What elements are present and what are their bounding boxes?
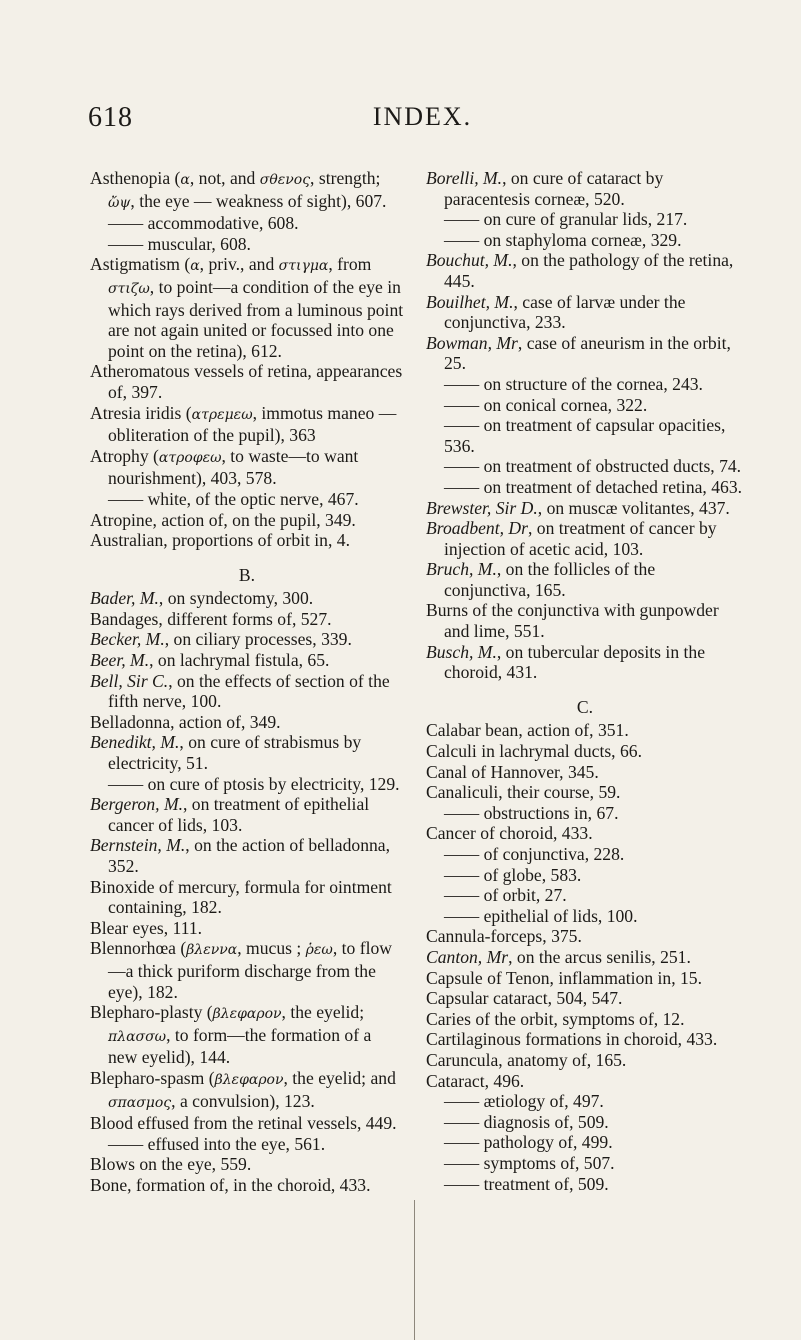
index-subentry — [90, 489, 404, 510]
entry-text: , from — [328, 254, 372, 275]
entry-text: , on treatment of epithelial cancer of lids, 103. — [108, 794, 370, 835]
greek-etymology: βλεφαρον — [212, 1006, 282, 1023]
greek-etymology: πλασσω — [108, 1028, 167, 1045]
entry-text: —— on structure of the cornea, 243. — [444, 373, 703, 394]
entry-text: , to form—the formation of a new eyelid), 144. — [108, 1024, 372, 1068]
index-subentry — [90, 234, 404, 255]
entry-text: , on cure of strabismus by electricity, 51. — [108, 732, 362, 774]
entry-text: —— symptoms of, 507. — [444, 1152, 615, 1173]
entry-text: , priv., and — [199, 254, 279, 275]
left-column — [90, 168, 404, 1196]
entry-text: —— treatment of, 509. — [444, 1173, 609, 1194]
author-name: Bergeron, M. — [90, 794, 183, 815]
column-rule — [414, 1200, 415, 1340]
index-subentry — [90, 213, 404, 234]
entry-text: , on the action of belladonna, 352. — [108, 835, 390, 876]
running-title: INDEX. — [372, 102, 473, 131]
entry-text: —— on staphyloma corneæ, 329. — [444, 229, 682, 250]
greek-etymology: ῥεω — [305, 942, 333, 959]
entry-text: —— on conical cornea, 322. — [444, 394, 648, 415]
section-letter — [426, 697, 744, 718]
index-entry — [90, 403, 404, 446]
index-subentry — [426, 209, 744, 230]
index-entry — [426, 741, 744, 762]
author-name: Broadbent, Dr — [426, 518, 528, 539]
entry-text: Belladonna, action of, 349. — [90, 711, 281, 732]
index-entry — [90, 588, 404, 609]
entry-text: , case of larvæ under the conjunctiva, 233. — [444, 291, 686, 333]
entry-text: —— obstructions in, 67. — [444, 802, 619, 823]
entry-text: Blows on the eye, 559. — [90, 1154, 252, 1175]
entry-text: , to flow—a thick puriform discharge from the eye), 182. — [108, 938, 392, 1002]
index-subentry — [426, 1174, 744, 1195]
author-name: Bowman, Mr — [426, 332, 518, 353]
entry-text: Australian, proportions of orbit in, 4. — [90, 530, 350, 551]
author-name: Bruch, M. — [426, 559, 497, 580]
author-name: Borelli, M. — [426, 168, 503, 188]
entry-text: , immotus maneo —obliteration of the pupil), 363 — [108, 402, 397, 446]
entry-text: , case of aneurism in the orbit, 25. — [444, 332, 731, 374]
entry-text: Cancer of choroid, 433. — [426, 823, 593, 844]
greek-etymology: α — [190, 258, 200, 275]
index-subentry — [426, 1112, 744, 1133]
entry-text: Caries of the orbit, symptoms of, 12. — [426, 1008, 685, 1029]
greek-etymology: βλεφαρον — [214, 1071, 284, 1088]
index-entry — [90, 918, 404, 939]
entry-text: Atheromatous vessels of retina, appearances of, 397. — [90, 361, 403, 402]
entry-text: Capsule of Tenon, inflammation in, 15. — [426, 967, 702, 988]
index-entry — [90, 671, 404, 712]
entry-text: Blepharo-spasm ( — [90, 1067, 215, 1088]
entry-text: , on tubercular deposits in the choroid, 431. — [444, 641, 706, 683]
index-entry — [426, 498, 744, 519]
author-name: Becker, M. — [90, 629, 165, 650]
author-name: Brewster, Sir D. — [426, 497, 538, 518]
index-subentry — [90, 774, 404, 795]
greek-etymology: α — [180, 172, 190, 188]
index-subentry — [426, 456, 744, 477]
entry-text: —— on cure of ptosis by electricity, 129. — [108, 773, 400, 794]
entry-text: —— of globe, 583. — [444, 864, 582, 885]
entry-text: —— on treatment of detached retina, 463. — [444, 476, 743, 497]
index-subentry — [426, 906, 744, 927]
entry-text: , strength; — [310, 168, 381, 188]
index-entry — [426, 168, 744, 209]
index-subentry — [426, 374, 744, 395]
entry-text: Cannula-forceps, 375. — [426, 926, 582, 947]
index-entry — [426, 926, 744, 947]
entry-text: —— effused into the eye, 561. — [108, 1133, 326, 1154]
author-name: Bouilhet, M. — [426, 291, 514, 312]
entry-text: Cartilaginous formations in choroid, 433. — [426, 1029, 718, 1050]
entry-text: Canaliculi, their course, 59. — [426, 782, 621, 803]
entry-text: —— on cure of granular lids, 217. — [444, 209, 688, 230]
author-name: Bader, M. — [90, 588, 159, 609]
entry-text: Burns of the conjunctiva with gunpowder and lime, 551. — [426, 600, 719, 642]
entry-text: Blear eyes, 111. — [90, 917, 203, 938]
entry-text: Capsular cataract, 504, 547. — [426, 988, 623, 1009]
index-entry — [426, 1050, 744, 1071]
index-entry — [426, 333, 744, 374]
index-subentry — [426, 803, 744, 824]
entry-text: —— ætiology of, 497. — [444, 1091, 604, 1112]
index-entry — [90, 1068, 404, 1113]
entry-text: —— muscular, 608. — [108, 233, 251, 254]
page-number: 618 — [88, 102, 133, 133]
entry-text: Blood effused from the retinal vessels, 449. — [90, 1113, 397, 1134]
entry-text: , a convulsion), 123. — [171, 1090, 315, 1111]
entry-text: , on muscæ volitantes, 437. — [537, 497, 730, 518]
entry-text: , to point—a condition of the eye in which rays derived from a luminous point are not again united or focussed into one point on the retina), 612. — [108, 276, 404, 361]
index-entry — [90, 1175, 404, 1196]
entry-text: Blennorhœa ( — [90, 938, 187, 959]
entry-text: Canal of Hannover, 345. — [426, 761, 599, 782]
index-entry — [90, 712, 404, 733]
index-entry — [90, 650, 404, 671]
entry-text: Calabar bean, action of, 351. — [426, 720, 629, 741]
entry-text: Blepharo-plasty ( — [90, 1002, 213, 1023]
index-entry — [90, 168, 404, 213]
greek-etymology: ατροφεω — [158, 449, 222, 466]
entry-text: —— on treatment of obstructed ducts, 74. — [444, 456, 742, 477]
right-column — [426, 168, 744, 1194]
index-entry — [426, 250, 744, 291]
author-name: Bernstein, M. — [90, 835, 186, 856]
section-letter — [90, 565, 404, 586]
index-entry — [426, 1071, 744, 1092]
index-entry — [426, 1029, 744, 1050]
index-subentry — [426, 885, 744, 906]
entry-text: , on lachrymal fistula, 65. — [149, 650, 330, 671]
entry-text: Asthenopia ( — [90, 168, 181, 188]
index-entry — [426, 720, 744, 741]
index-subentry — [426, 865, 744, 886]
greek-etymology: σθενος — [259, 172, 311, 188]
entry-text: —— accommodative, 608. — [108, 213, 299, 234]
entry-text: —— on treatment of capsular opacities, 536. — [444, 415, 726, 456]
index-subentry — [426, 844, 744, 865]
index-entry — [426, 600, 744, 641]
author-name: Canton, Mr — [426, 946, 509, 967]
running-head — [88, 102, 757, 136]
index-entry — [90, 361, 404, 402]
entry-text: —— of orbit, 27. — [444, 885, 567, 906]
index-subentry — [426, 395, 744, 416]
index-entry — [426, 782, 744, 803]
entry-text: Binoxide of mercury, formula for ointment containing, 182. — [90, 876, 392, 918]
index-entry — [426, 559, 744, 600]
entry-text: —— diagnosis of, 509. — [444, 1111, 609, 1132]
entry-text: —— pathology of, 499. — [444, 1132, 613, 1153]
index-entry — [426, 518, 744, 559]
index-entry — [90, 938, 404, 1002]
entry-text: , mucus ; — [237, 938, 306, 959]
index-subentry — [426, 1132, 744, 1153]
entry-text: , the eye — weakness of sight), 607. — [130, 190, 387, 211]
index-entry — [90, 1002, 404, 1068]
index-entry — [90, 254, 404, 361]
greek-etymology: βλεννα — [186, 942, 238, 959]
index-subentry — [426, 1153, 744, 1174]
index-entry — [426, 968, 744, 989]
entry-text: Atresia iridis ( — [90, 402, 192, 423]
index-subentry — [426, 477, 744, 498]
entry-text: Bone, formation of, in the choroid, 433. — [90, 1174, 371, 1195]
greek-etymology: σπασμος — [108, 1094, 172, 1111]
index-entry — [90, 1154, 404, 1175]
index-subentry — [426, 1091, 744, 1112]
index-entry — [90, 835, 404, 876]
index-entry — [426, 762, 744, 783]
index-subentry — [90, 1134, 404, 1155]
entry-text: , on cure of cataract by paracentesis corneæ, 520. — [444, 168, 664, 209]
index-entry — [426, 292, 744, 333]
entry-text: , to waste—to want nourishment), 403, 578. — [108, 445, 359, 489]
entry-text: Cataract, 496. — [426, 1070, 525, 1091]
entry-text: , on the pathology of the retina, 445. — [444, 250, 734, 291]
index-entry — [426, 988, 744, 1009]
entry-text: , on syndectomy, 300. — [158, 588, 314, 609]
index-entry — [90, 794, 404, 835]
author-name: Bouchut, M. — [426, 250, 513, 271]
entry-text: C. — [576, 696, 594, 717]
greek-etymology: ὤψ — [108, 194, 131, 211]
entry-text: —— of conjunctiva, 228. — [444, 844, 625, 864]
greek-etymology: στιζω — [108, 280, 150, 297]
index-entry — [90, 877, 404, 918]
entry-text: —— white, of the optic nerve, 467. — [108, 488, 359, 509]
author-name: Beer, M. — [90, 650, 150, 671]
entry-text: , on the follicles of the conjunctiva, 165. — [444, 559, 656, 600]
index-entry — [426, 1009, 744, 1030]
index-entry — [90, 530, 404, 551]
index-entry — [90, 1113, 404, 1134]
greek-etymology: στιγμα — [278, 258, 329, 275]
index-entry — [90, 510, 404, 531]
entry-text: Astigmatism ( — [90, 254, 191, 275]
entry-text: , the eyelid; and — [283, 1067, 396, 1088]
entry-text: , on ciliary processes, 339. — [164, 629, 352, 650]
index-entry — [90, 629, 404, 650]
index-entry — [90, 732, 404, 773]
index-subentry — [426, 415, 744, 456]
index-entry — [426, 823, 744, 844]
author-name: Busch, M. — [426, 641, 497, 662]
index-entry — [90, 609, 404, 630]
author-name: Benedikt, M. — [90, 732, 180, 753]
entry-text: B. — [238, 564, 256, 585]
entry-text: , on the effects of section of the fifth nerve, 100. — [108, 670, 390, 712]
entry-text: , the eyelid; — [281, 1002, 365, 1023]
author-name: Bell, Sir C. — [90, 670, 169, 691]
entry-text: , not, and — [189, 168, 260, 188]
entry-text: Bandages, different forms of, 527. — [90, 608, 332, 629]
index-subentry — [426, 230, 744, 251]
entry-text: Atropine, action of, on the pupil, 349. — [90, 509, 356, 530]
entry-text: , on the arcus senilis, 251. — [508, 946, 691, 967]
index-entry — [426, 947, 744, 968]
entry-text: Calculi in lachrymal ducts, 66. — [426, 741, 642, 762]
entry-text: —— epithelial of lids, 100. — [444, 905, 638, 926]
index-entry — [426, 642, 744, 683]
index-entry — [90, 446, 404, 489]
entry-text: Caruncula, anatomy of, 165. — [426, 1049, 627, 1070]
entry-text: , on treatment of cancer by injection of acetic acid, 103. — [444, 518, 717, 559]
greek-etymology: ατρεμεω — [191, 406, 253, 423]
entry-text: Atrophy ( — [90, 445, 159, 466]
